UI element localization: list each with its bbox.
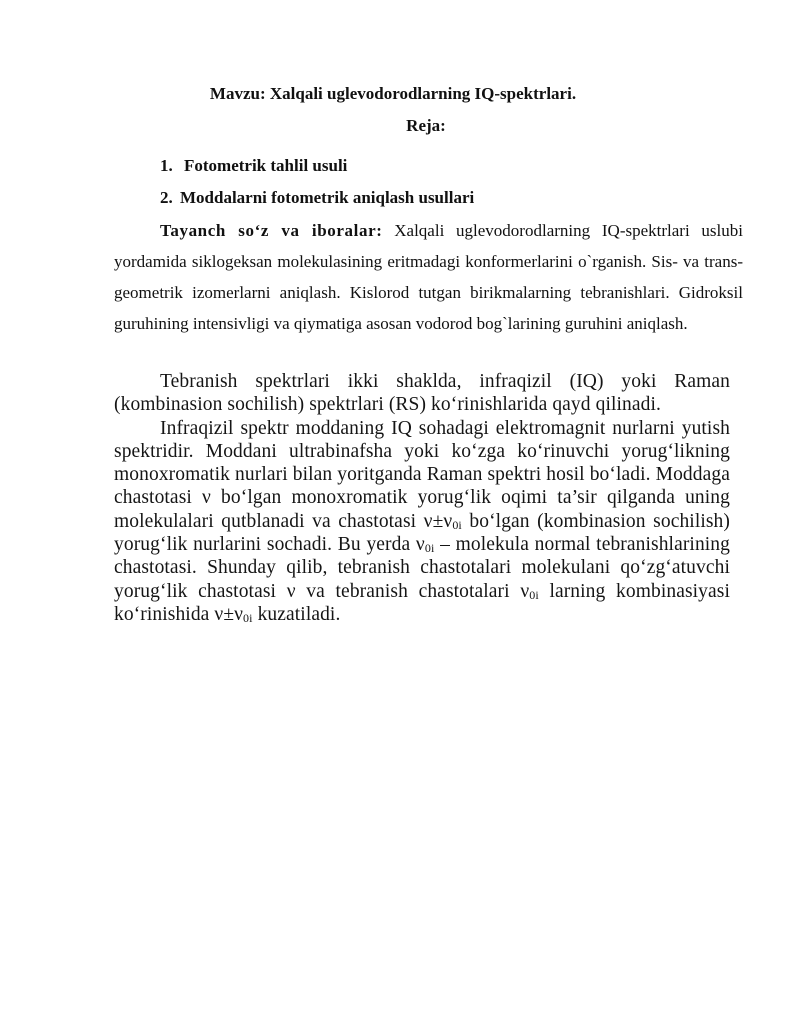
subscript: 0i: [452, 517, 462, 532]
plan-item: [160, 155, 347, 177]
body-paragraph: [114, 417, 730, 627]
subscript: 0i: [529, 587, 539, 602]
plan-heading: Reja:: [406, 116, 446, 135]
subscript: 0i: [424, 541, 435, 556]
plan-item-text: Moddalarni fotometrik aniqlash usullari: [180, 188, 475, 207]
subscript: 0i: [243, 610, 253, 625]
body-paragraph: Tebranish spektrlari ikki shaklda, infraqizil (IQ) yoki Raman (kombinasion sochilish) spektrlari (RS) ko‘rinishlarida qayd qilinadi.: [114, 371, 730, 416]
paragraph-text: bo‘lgan (kombinasion sochilish) yorug‘lik nurlarini sochadi. Bu yerda ν: [114, 510, 730, 556]
keywords-text: Xalqali uglevodorodlarning IQ-spektrlari uslubi yordamida siklogeksan molekulasining eritmadagi konformerlarini o`rganish. Sis- va trans-geometrik izomerlarni aniqlash. Kislorod tutgan birikmalarning tebranishlari. Gidroksil guruhining intensivligi va qiymatiga asosan vodorod bog`larining guruhini aniqlash.: [114, 221, 743, 333]
keywords-paragraph: [114, 215, 743, 339]
paragraph-text: Infraqizil spektr moddaning IQ sohadagi elektromagnit nurlarni yutish spektridir. Moddani ultrabinafsha yoki ko‘zga ko‘rinuvchi yorug‘likning monoxromatik nurlari bilan yoritganda Raman spektri hosil bo‘ladi. Moddaga chastotasi ν bo‘lgan monoxromatik yorug‘lik oqimi ta’sir qilganda uning molekulalari qutblanadi va chastotasi ν±ν: [114, 417, 730, 532]
plan-item: [160, 187, 474, 209]
plan-item-text: Fotometrik tahlil usuli: [184, 156, 348, 175]
paragraph-text: kuzatiladi.: [252, 603, 341, 625]
paragraph-text: larning kombinasiyasi ko‘rinishida ν±ν: [114, 580, 730, 625]
paragraph-text: – molekula normal tebranishlarining chastotasi. Shunday qilib, tebranish chastotalari molekulani qo‘zg‘atuvchi yorug‘lik chastotasi ν va tebranish chastotalari ν: [114, 534, 731, 602]
keywords-label: Tayanch so‘z va iboralar:: [160, 221, 383, 240]
plan-item-number: 1.: [160, 156, 173, 175]
scanned-text-block: [114, 370, 730, 626]
document-title: Mavzu: Xalqali uglevodorodlarning IQ-spektrlari.: [209, 84, 577, 103]
plan-item-number: 2.: [160, 188, 173, 207]
